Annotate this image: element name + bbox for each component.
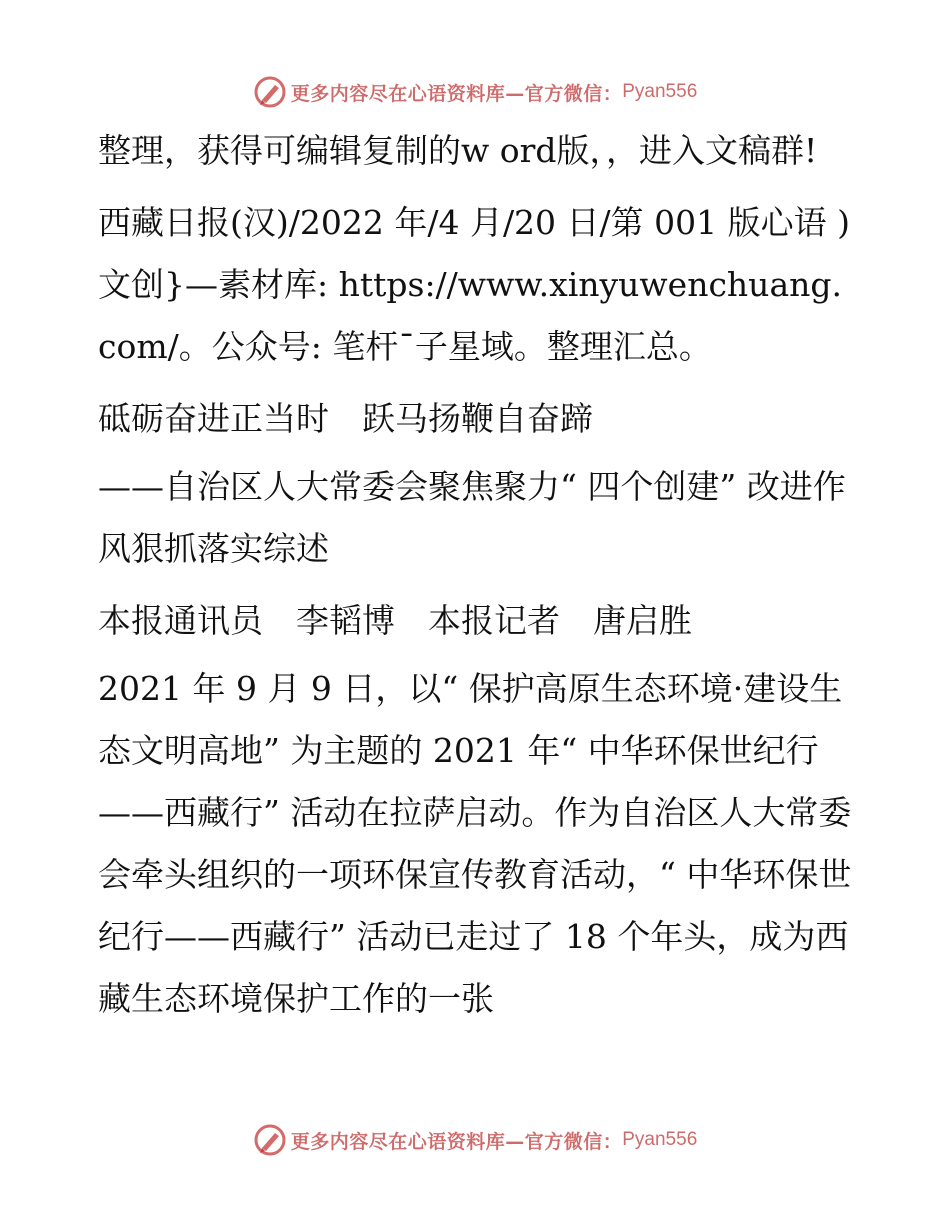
article-subtitle: ——自治区人大常委会聚焦聚力“ 四个创建” 改进作风狠抓落实综述 (98, 467, 846, 568)
banner-text: 更多内容尽在心语资料库—官方微信： (290, 1130, 623, 1153)
pen-logo-icon (253, 1123, 287, 1157)
paragraph-body: 2021 年 9 月 9 日，以“ 保护高原生态环境·建设生态文明高地” 为主题的 2021 年“ 中华环保世纪行——西藏行” 活动在拉萨启动。作为自治区人大常委会牵头组织的一项环保宣传教育活动，“ 中华环保世纪行——西藏行” 活动已走过了 18 个年头，成为西藏生态环境保护工作的一张 (98, 669, 852, 1018)
footer-banner (0, 1120, 950, 1160)
pen-logo-icon (253, 75, 287, 109)
article-title: 砥砺奋进正当时 跃马扬鞭自奋蹄 (98, 399, 593, 438)
document-body (98, 120, 858, 1040)
banner-wechat-id: Pyan556 (622, 81, 698, 102)
banner-text: 更多内容尽在心语资料库—官方微信： (290, 82, 623, 105)
banner-wechat-id: Pyan556 (622, 1129, 698, 1150)
header-banner (0, 72, 950, 112)
paragraph-intro: 整理，获得可编辑复制的w ord版，，进入文稿群! (98, 131, 818, 170)
paragraph-source: 西藏日报(汉)/2022 年/4 月/20 日/第 001 版心语 ) 文创}—素材库: https://www.xinyuwenchuang.com/。公众号: 笔杆¯子星域。整理汇总。 (98, 203, 850, 366)
article-byline: 本报通讯员 李韬博 本报记者 唐启胜 (98, 601, 692, 640)
